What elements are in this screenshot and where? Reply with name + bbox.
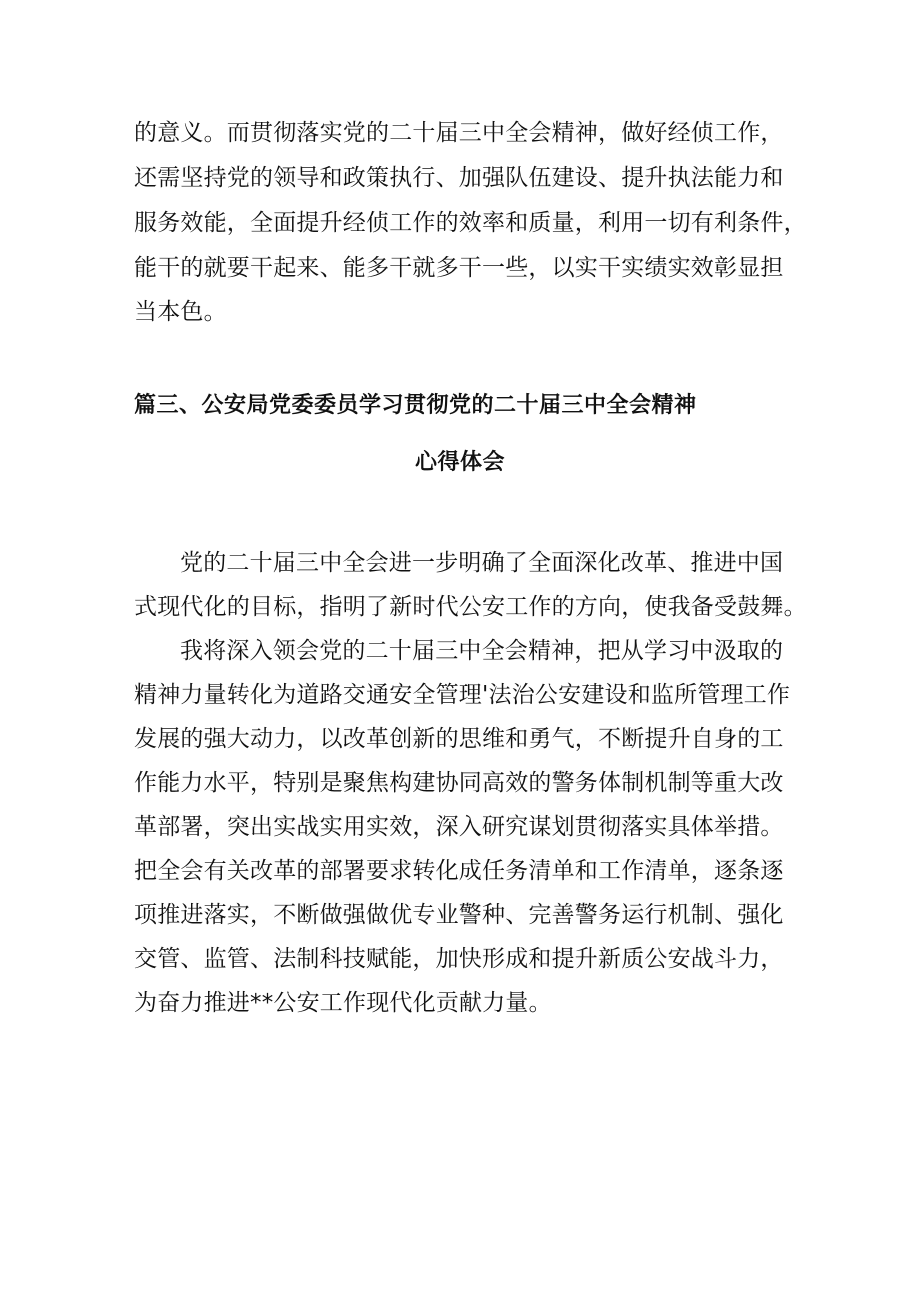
intro-line-2: 还需坚持党的领导和政策执行、加强队伍建设、提升执法能力和 [134, 165, 784, 191]
para2-line-2: 精神力量转化为道路交通安全管理'法治公安建设和监所管理工作 [134, 682, 791, 708]
para2-line-6: 把全会有关改革的部署要求转化成任务清单和工作清单，逐条逐 [134, 858, 784, 884]
para2-line-1: 我将深入领会党的二十届三中全会精神，把从学习中汲取的 [180, 638, 784, 664]
para2-line-5: 革部署，突出实战实用实效，深入研究谋划贯彻落实具体举措。 [134, 814, 784, 840]
para2-line-8: 交管、监管、法制科技赋能，加快形成和提升新质公安战斗力， [134, 946, 784, 972]
para2-line-3: 发展的强大动力，以改革创新的思维和勇气，不断提升自身的工 [134, 726, 784, 752]
para2-line-4: 作能力水平，特别是聚焦构建协同高效的警务体制机制等重大改 [134, 770, 784, 796]
section-subtitle: 心得体会 [414, 450, 505, 475]
para1-line-1: 党的二十届三中全会进一步明确了全面深化改革、推进中国 [180, 550, 784, 576]
intro-line-4: 能干的就要干起来、能多干就多干一些，以实干实绩实效彰显担 [134, 255, 784, 281]
para2-line-7: 项推进落实，不断做强做优专业警种、完善警务运行机制、强化 [134, 902, 784, 928]
para2-line-9: 为奋力推进**公安工作现代化贡献力量。 [134, 990, 552, 1016]
section-title: 篇三、公安局党委委员学习贯彻党的二十届三中全会精神 [134, 393, 697, 418]
intro-line-1: 的意义。而贯彻落实党的二十届三中全会精神，做好经侦工作， [134, 120, 784, 146]
para1-line-2: 式现代化的目标，指明了新时代公安工作的方向，使我备受鼓舞。 [134, 594, 807, 620]
intro-line-5: 当本色。 [134, 299, 227, 325]
intro-line-3: 服务效能，全面提升经侦工作的效率和质量，利用一切有利条件， [134, 210, 807, 236]
